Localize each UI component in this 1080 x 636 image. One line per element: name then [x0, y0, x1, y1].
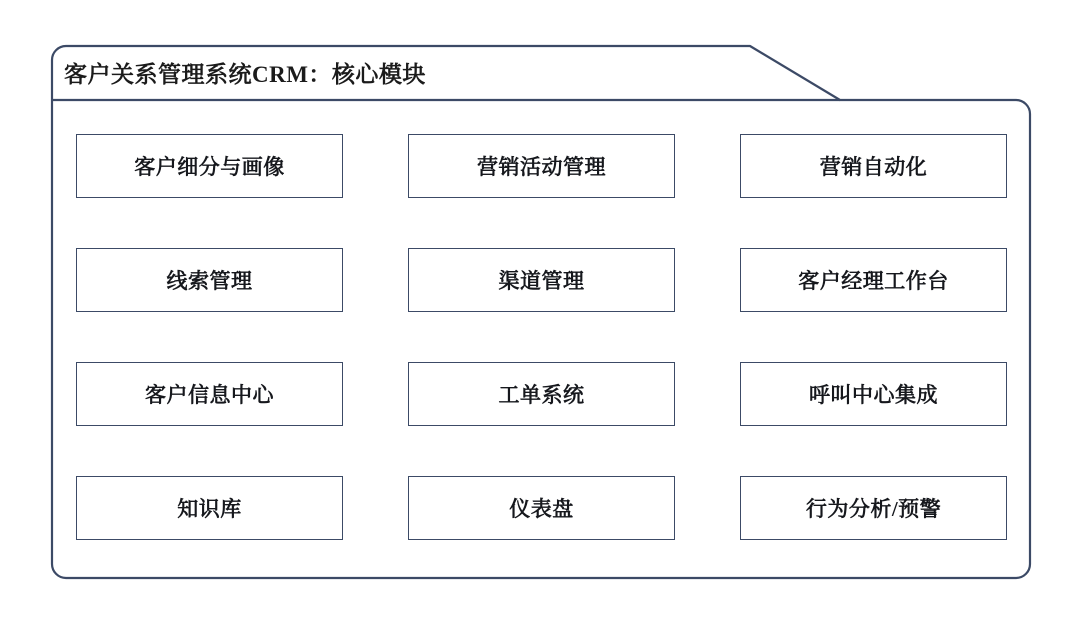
- module-box[interactable]: 营销自动化: [740, 134, 1007, 198]
- module-box[interactable]: 工单系统: [408, 362, 675, 426]
- module-box[interactable]: 行为分析/预警: [740, 476, 1007, 540]
- module-box[interactable]: 线索管理: [76, 248, 343, 312]
- module-box[interactable]: 营销活动管理: [408, 134, 675, 198]
- module-box[interactable]: 客户细分与画像: [76, 134, 343, 198]
- module-box[interactable]: 知识库: [76, 476, 343, 540]
- module-box[interactable]: 客户信息中心: [76, 362, 343, 426]
- module-box[interactable]: 仪表盘: [408, 476, 675, 540]
- crm-module-frame: [50, 38, 1032, 582]
- module-grid: [76, 134, 1006, 540]
- module-box[interactable]: 客户经理工作台: [740, 248, 1007, 312]
- module-box[interactable]: 呼叫中心集成: [740, 362, 1007, 426]
- page-title: 客户关系管理系统CRM：核心模块: [64, 62, 426, 87]
- module-box[interactable]: 渠道管理: [408, 248, 675, 312]
